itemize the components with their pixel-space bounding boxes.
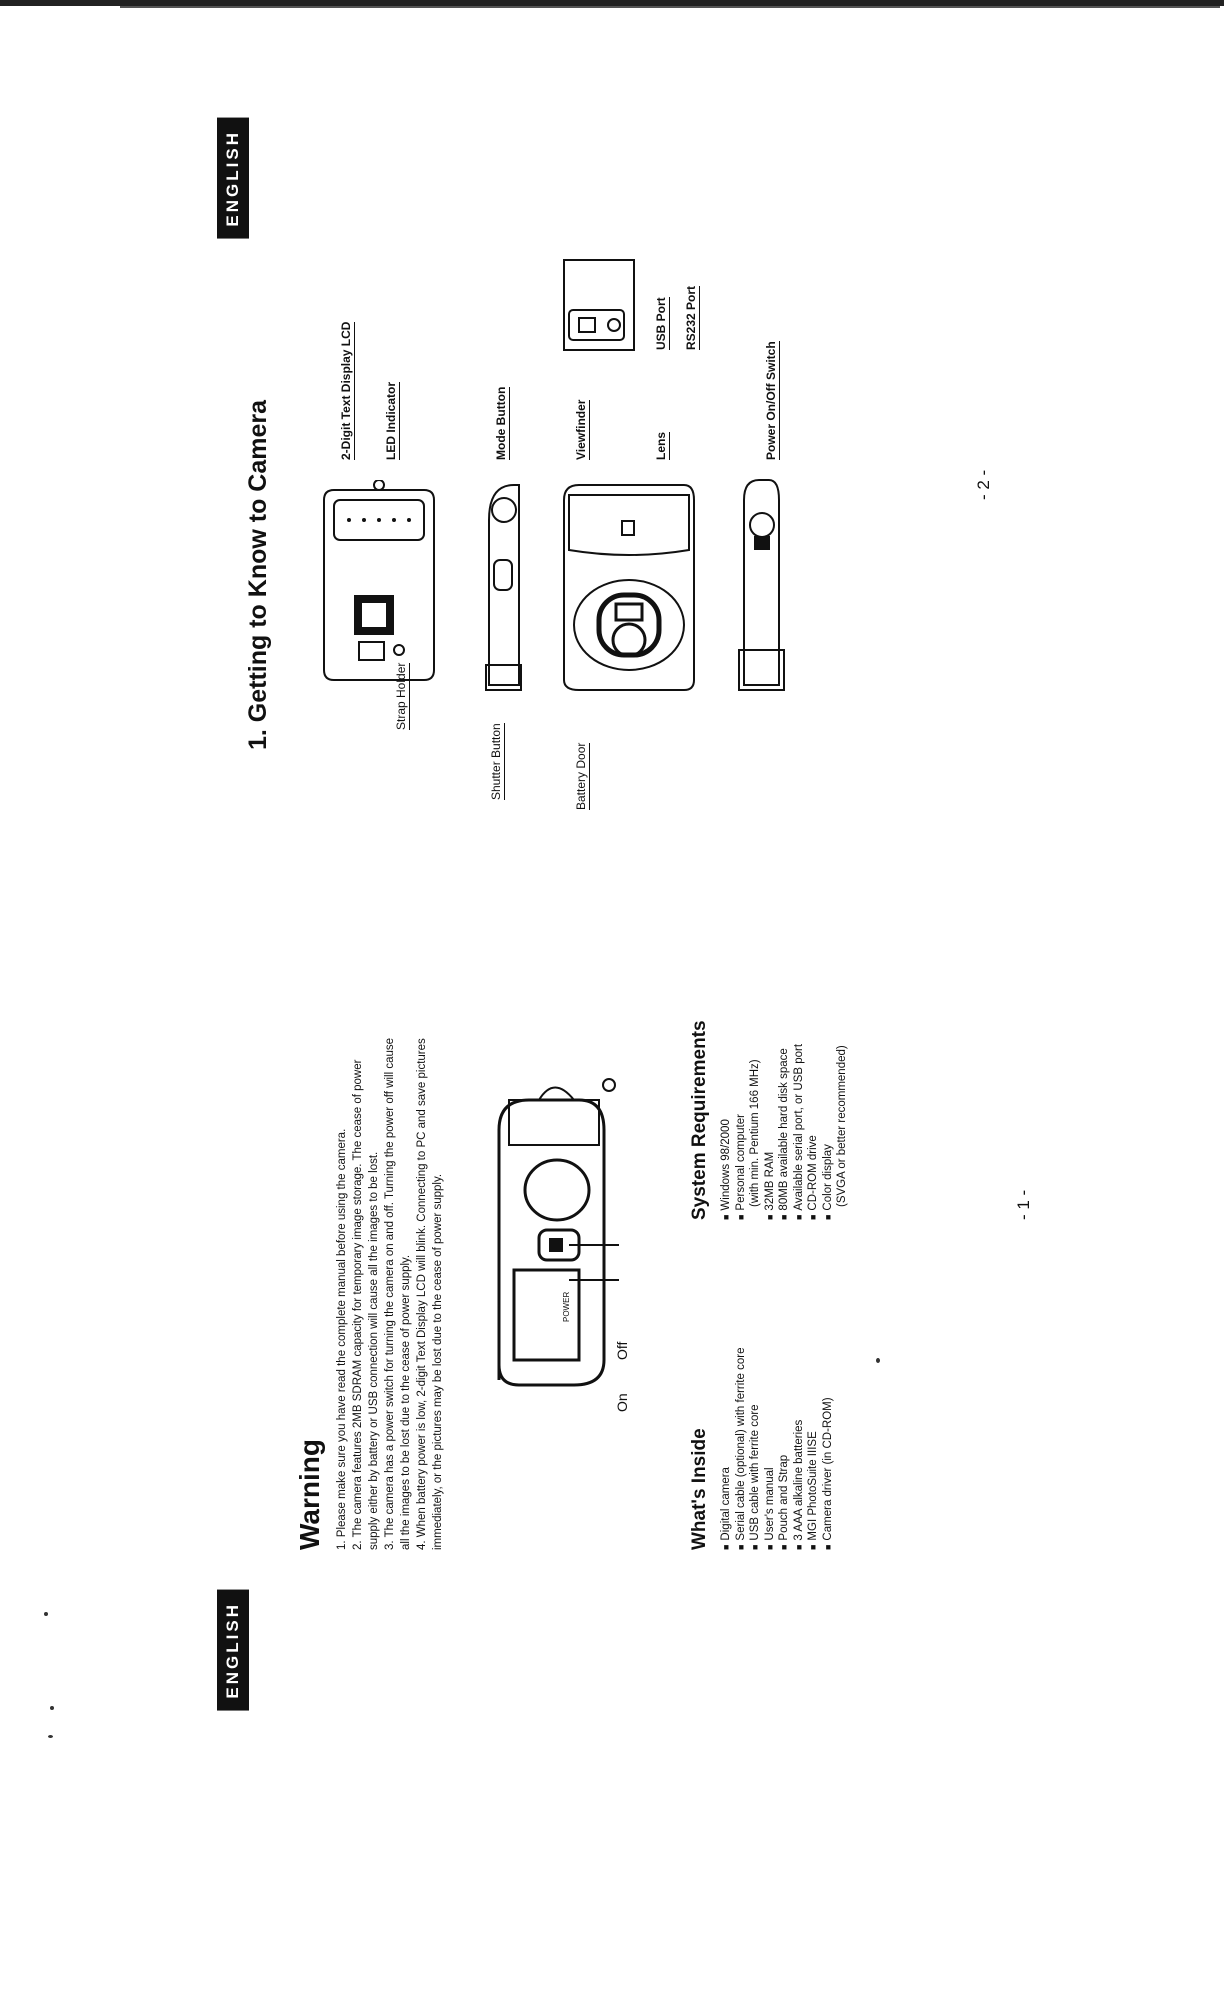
list-item: ■ USB cable with ferrite core <box>748 1348 763 1550</box>
warning-item: 1. Please make sure you have read the complete manual before using the camera. <box>336 1128 348 1550</box>
label-rs232-port: RS232 Port <box>684 285 698 350</box>
warning-list <box>334 1030 446 1550</box>
page-number-left: - 1 - <box>1014 1189 1033 1220</box>
list-item: ■ 3 AAA alkaline batteries <box>792 1348 807 1550</box>
whats-inside-title: What's Inside <box>689 1428 710 1550</box>
warning-item: 4. When battery power is low, 2-digit Text Display LCD will blink. Connecting to PC and save pictures immediately, or the pictures may be lost due to the cease of power supply. <box>416 1038 444 1550</box>
list-item: ■ CD-ROM drive <box>806 1044 821 1220</box>
list-item: ■ Personal computer <box>734 1044 749 1220</box>
system-requirements-title: System Requirements <box>689 1020 710 1220</box>
list-item: ■ Available serial port, or USB port <box>792 1044 807 1220</box>
label-viewfinder: Viewfinder <box>574 399 588 460</box>
page-number-right: - 2 - <box>974 469 993 500</box>
label-mode-button: Mode Button <box>494 386 508 460</box>
label-led-indicator: LED Indicator <box>384 381 398 460</box>
list-item: ■ Digital camera <box>719 1348 734 1550</box>
switch-label-on: On <box>614 1393 630 1412</box>
label-usb-port: USB Port <box>654 297 668 350</box>
language-badge-right: ENGLISH <box>217 118 249 239</box>
list-item: ■ 32MB RAM <box>763 1044 778 1220</box>
list-item: ■ User's manual <box>763 1348 778 1550</box>
camera-side-view <box>479 1070 629 1400</box>
language-badge-left: ENGLISH <box>217 1590 249 1711</box>
section-title: 1. Getting to Know to Camera <box>244 399 272 750</box>
list-item: ■ Camera driver (in CD-ROM) <box>821 1348 836 1550</box>
system-requirements-list <box>719 1044 850 1220</box>
warning-item: 2. The camera features 2MB SDRAM capacity for temporary image storage. The cease of power supply either by battery or USB connection will cause all the images to be lost. <box>352 1059 380 1550</box>
list-item: (SVGA or better recommended) <box>836 1045 848 1207</box>
list-item: ■ 80MB available hard disk space <box>777 1044 792 1220</box>
list-item: ■ MGI PhotoSuite IIISE <box>806 1348 821 1550</box>
label-lcd: 2-Digit Text Display LCD <box>339 321 353 460</box>
list-item: ■ Windows 98/2000 <box>719 1044 734 1220</box>
list-item: ■ Serial cable (optional) with ferrite core <box>734 1348 749 1550</box>
label-battery-door: Battery Door <box>574 742 588 810</box>
switch-label-off: Off <box>614 1341 630 1360</box>
label-shutter-button: Shutter Button <box>489 723 503 800</box>
label-power-switch: Power On/Off Switch <box>764 341 778 460</box>
camera-top-view <box>464 470 544 700</box>
camera-front-view <box>554 470 704 700</box>
camera-back-view <box>314 480 444 690</box>
warning-item: 3. The camera has a power switch for turning the camera on and off. Turning the power off will cause all the images to be lost due to the cease of power supply. <box>384 1037 412 1550</box>
camera-port-view <box>554 250 644 360</box>
list-item: ■ Pouch and Strap <box>777 1348 792 1550</box>
label-lens: Lens <box>654 431 668 460</box>
page-1 <box>294 900 1044 1550</box>
camera-bottom-view <box>714 470 804 700</box>
list-item: (with min. Pentium 166 MHz) <box>749 1059 761 1207</box>
power-label: POWER <box>562 1291 571 1322</box>
page-2 <box>244 140 1024 820</box>
whats-inside-list <box>719 1348 835 1550</box>
label-strap-holder: Strap Holder <box>394 662 408 730</box>
warning-title: Warning <box>294 1439 325 1550</box>
list-item: ■ Color display <box>821 1044 836 1220</box>
